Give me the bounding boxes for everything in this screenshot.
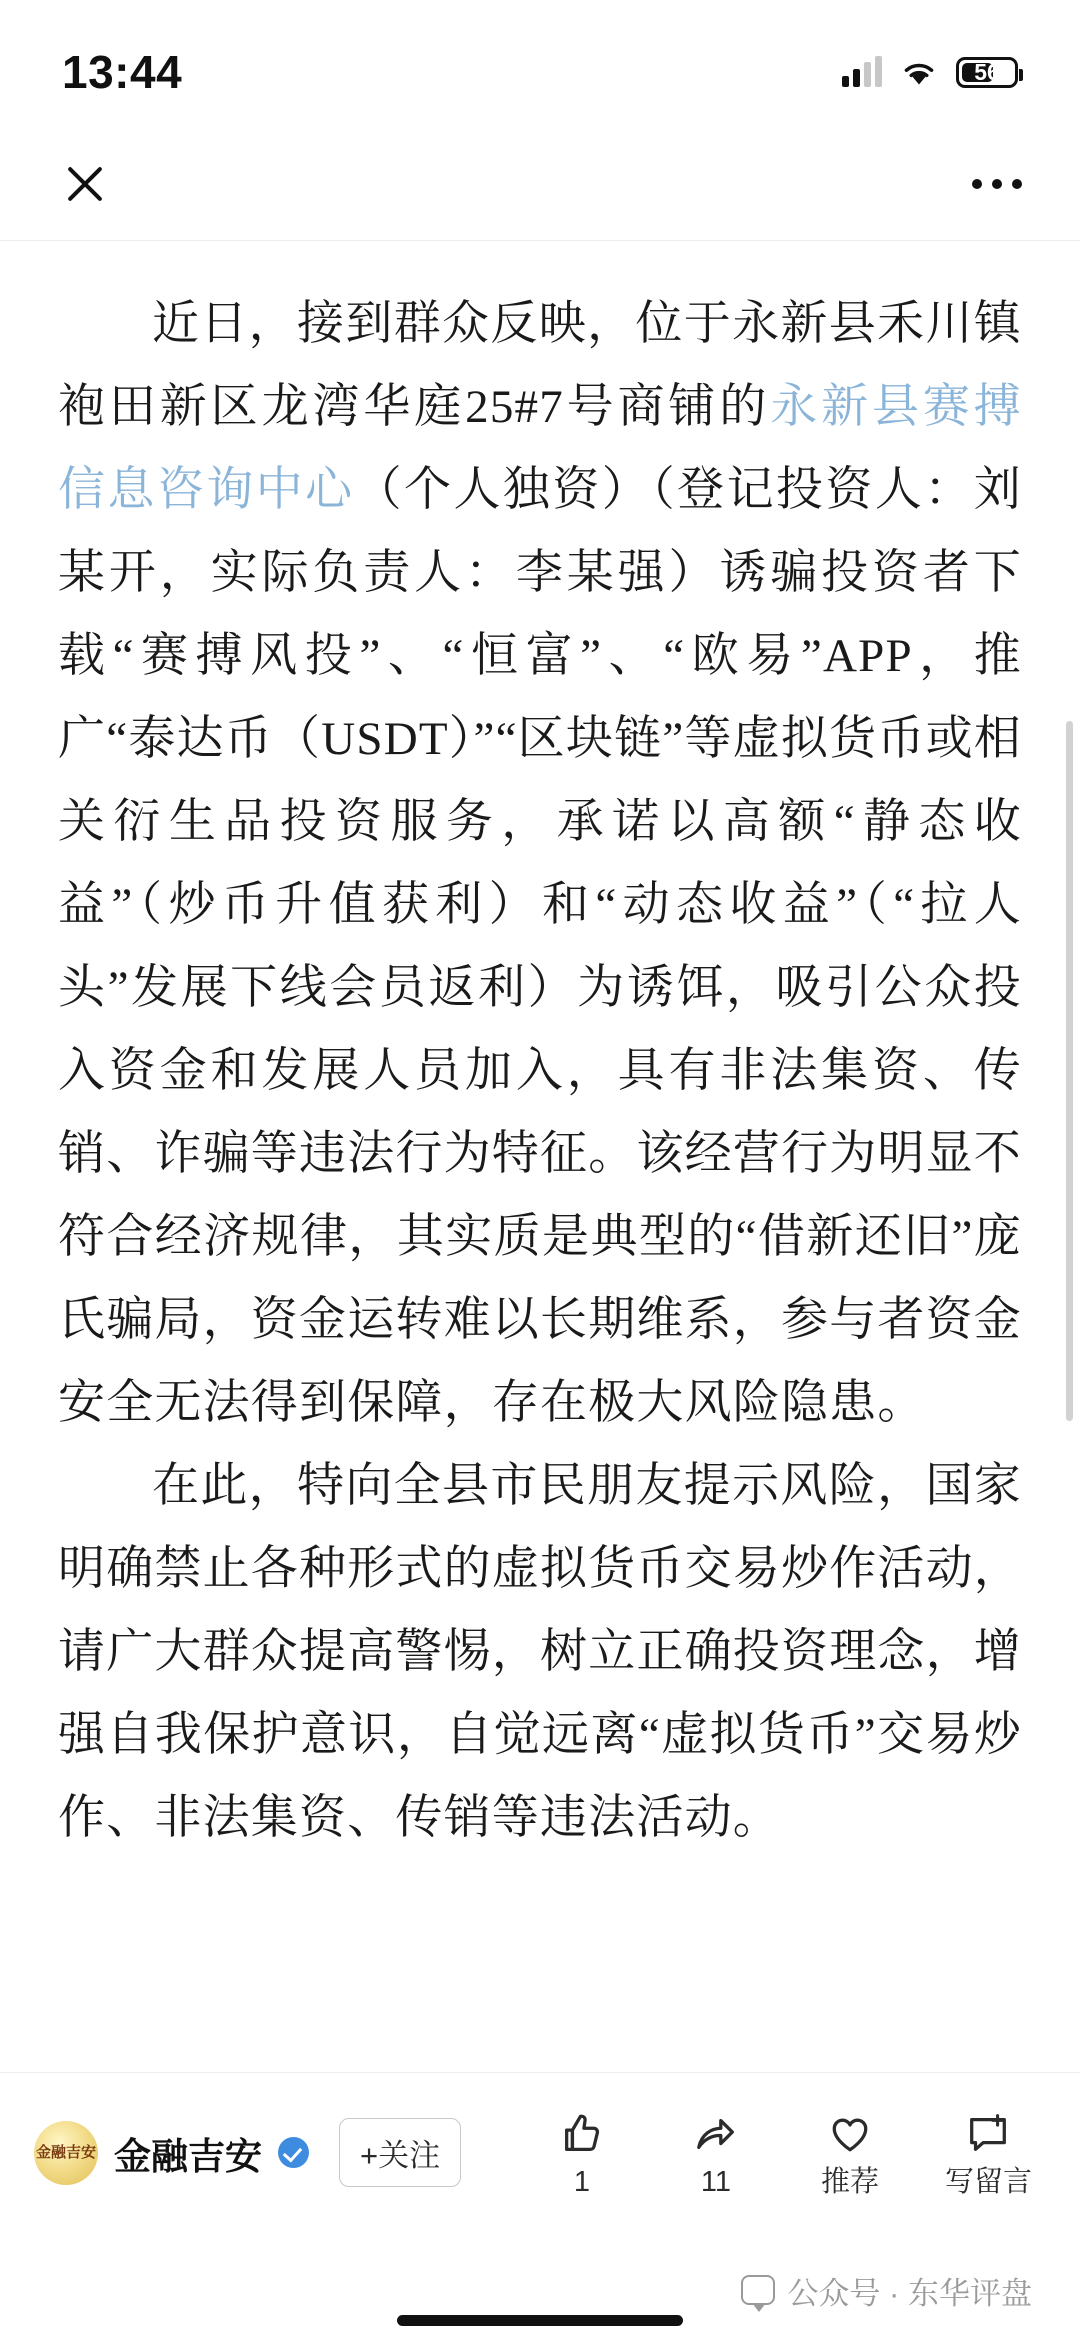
cellular-signal-icon: [842, 57, 882, 87]
more-options-icon[interactable]: [972, 179, 1022, 189]
recommend-label: 推荐: [820, 2165, 879, 2198]
verified-badge-icon: [278, 2137, 309, 2168]
share-button[interactable]: [677, 2108, 755, 2198]
article-action-bar: [0, 2072, 1080, 2232]
watermark: [741, 2268, 1032, 2313]
like-button[interactable]: [543, 2108, 621, 2198]
article-scroll-area[interactable]: [0, 240, 1080, 2072]
recommend-button[interactable]: [811, 2108, 889, 2198]
account-block[interactable]: [34, 2118, 461, 2187]
heart-icon: [827, 2108, 873, 2160]
nav-bar: [0, 128, 1080, 240]
status-bar: [0, 0, 1080, 128]
share-arrow-icon: [693, 2108, 739, 2160]
comment-plus-icon: [965, 2108, 1011, 2160]
account-name[interactable]: 金融吉安: [114, 2135, 262, 2177]
article-content: [0, 241, 1080, 1860]
home-indicator[interactable]: [397, 2315, 683, 2326]
share-count: 11: [700, 2165, 732, 2198]
battery-icon: [956, 57, 1018, 88]
comment-label: 写留言: [944, 2165, 1032, 2198]
status-time: 13:44: [62, 46, 183, 98]
battery-percent: 56: [974, 58, 1000, 85]
wifi-icon: [900, 57, 938, 87]
watermark-text: 公众号 · 东华评盘: [787, 2275, 1032, 2311]
comment-button[interactable]: [945, 2108, 1032, 2198]
footer: [0, 2232, 1080, 2348]
paragraph-1-text-b: （个人独资）（登记投资人：刘某开，实际负责人：李某强）诱骗投资者下载“赛搏风投”、“恒富”、“欧易”APP，推广“泰达币（USDT）”“区块链”等虚拟货币或相关衍生品投资服务，承诺以高额“静态收益”（炒币升值获利）和“动态收益”（“拉人头”发展下线会员返利）为诱饵，吸引公众投入资金和发展人员加入，具有非法集资、传销、诈骗等违法行为特征。该经营行为明显不符合经济规律，其实质是典型的“借新还旧”庞氏骗局，资金运转难以长期维系，参与者资金安全无法得到保障，存在极大风险隐患。: [58, 464, 1022, 1429]
company-link[interactable]: 永新县赛搏信息咨询中心: [58, 381, 1023, 516]
thumbs-up-icon: [559, 2108, 605, 2160]
like-count: 1: [573, 2165, 591, 2198]
scrollbar[interactable]: [1066, 721, 1073, 1421]
follow-button[interactable]: +关注: [339, 2118, 461, 2187]
close-icon[interactable]: [58, 157, 112, 211]
speech-bubble-icon: [741, 2275, 775, 2305]
article-paragraph-2: 在此，特向全县市民朋友提示风险，国家明确禁止各种形式的虚拟货币交易炒作活动，请广大群众提高警惕，树立正确投资理念，增强自我保护意识，自觉远离“虚拟货币”交易炒作、非法集资、传销等违法活动。: [58, 1460, 1022, 1844]
avatar[interactable]: 金融吉安: [34, 2121, 98, 2185]
action-buttons: [543, 2108, 1046, 2198]
status-indicators: [842, 41, 1018, 88]
paragraph-1-text-a: 近日，接到群众反映，位于永新县禾川镇袍田新区龙湾华庭25#7号商铺的: [58, 298, 1022, 433]
article-paragraph-1: [58, 283, 1022, 1445]
